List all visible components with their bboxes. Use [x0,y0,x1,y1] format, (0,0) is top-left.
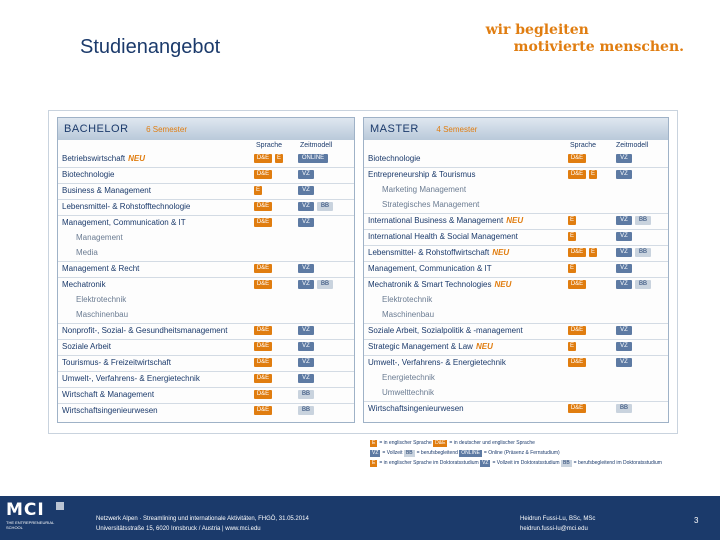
program-name [76,295,126,304]
slogan [486,22,684,56]
legend-badge: E [372,460,376,466]
program-badge: E [569,217,574,223]
program-badge: VZ [616,264,632,273]
program-badge: BB [317,202,333,211]
program-badge: D&E [568,170,586,179]
program-name [368,358,506,367]
program-name-text: Umwelttechnik [382,388,435,397]
program-name [76,233,123,242]
logo-tag-line-2: SCHOOL [6,525,23,530]
program-row [58,152,354,167]
master-subheader [364,140,668,152]
legend-line-1 [370,438,700,448]
program-name-text: Energietechnik [382,373,435,382]
program-name-text: Tourismus- & Freizeitwirtschaft [62,358,171,367]
logo-tag-line-1: THE ENTREPRENEURIAL [6,520,55,525]
footer-left [96,514,309,534]
program-name-text: Nonprofit-, Sozial- & Gesundheitsmanagement [62,326,228,335]
legend-text: = berufsbegleitend [416,450,458,456]
program-name-text: Mechatronik & Smart Technologies [368,280,492,289]
program-name [382,200,479,209]
legend-badge: BB [405,450,413,456]
footer-contact [520,514,595,534]
bachelor-rows [58,152,354,419]
program-badge: D&E [568,280,586,289]
program-name [368,154,420,163]
program-name-text: Biotechnologie [368,154,421,163]
program-badge: D&E [568,358,586,367]
program-name-text: Lebensmittel- & Rohstofftechnologie [62,202,191,211]
legend-badge: VZ [372,450,379,456]
slogan-line-2: motivierte menschen. [513,39,684,55]
program-sub-row [364,183,668,198]
program-badge: ONLINE [298,154,328,163]
program-name-text: Elektrotechnik [382,295,433,304]
new-badge: NEU [475,342,493,351]
program-badge: VZ [616,216,632,225]
legend-text: = in englischer Sprache im Doktoratsstudium [379,460,479,466]
program-row [58,403,354,419]
program-name [382,310,434,319]
program-name [382,373,435,382]
program-row [58,323,354,339]
master-header [364,118,668,140]
program-name-text: Management, Communication & IT [368,264,492,273]
program-name-text: Business & Management [62,186,151,195]
program-name-text: Biotechnologie [62,170,115,179]
program-badge: VZ [616,342,632,351]
legend-badge: D&E [435,440,446,446]
program-name [382,295,432,304]
legend-text: = berufsbegleitend im Doktoratsstudium [573,460,662,466]
program-badge: VZ [298,264,314,273]
program-name-text: Maschinenbau [382,310,435,319]
program-row [58,371,354,387]
program-badge: D&E [254,390,272,399]
program-name-text: Management, Communication & IT [62,218,186,227]
program-row [364,229,668,245]
program-badge: VZ [298,170,314,179]
program-name [62,358,171,367]
program-name-text: Wirtschaftsingenieurwesen [368,404,464,413]
program-badge: VZ [298,342,314,351]
legend [370,438,700,468]
program-row [58,355,354,371]
program-name-text: Maschinenbau [76,310,129,319]
program-badge: VZ [298,358,314,367]
bachelor-col-sprache: Sprache [256,142,283,149]
program-name [368,326,523,335]
program-name [382,185,466,194]
program-name-text: Soziale Arbeit [62,342,111,351]
program-sub-row [58,308,354,323]
program-badge: E [590,171,595,177]
program-badge: VZ [616,248,632,257]
program-name-text: Management [76,233,123,242]
legend-text: = Vollzeit im Doktoratsstudium [492,460,560,466]
program-name-text: Marketing Management [382,185,467,194]
master-semester: 4 Semester [436,125,478,134]
legend-text: = Vollzeit [382,450,403,456]
program-name-text: Wirtschaftsingenieurwesen [62,406,158,415]
program-name [62,390,154,399]
master-rows [364,152,668,417]
program-name [62,264,139,273]
program-badge: VZ [298,374,314,383]
program-badge: E [276,155,281,161]
program-row [364,167,668,183]
program-name-text: Strategic Management & Law [368,342,473,351]
program-badge: VZ [298,186,314,195]
legend-line-2 [370,448,700,458]
program-badge: E [569,343,574,349]
program-badge: VZ [616,326,632,335]
program-badge: BB [635,216,651,225]
program-name [62,218,186,227]
program-badge: BB [635,248,651,257]
master-col-sprache: Sprache [570,142,597,149]
program-badge: D&E [568,154,586,163]
legend-text: = in englischer Sprache [379,440,432,446]
program-name-text: Wirtschaft & Management [62,390,155,399]
program-badge: VZ [298,280,314,289]
footer-left-line-1: Netzwerk Alpen · Streamlining und internationale Aktivitäten, FHGÖ, 31.05.2014 [96,516,309,522]
program-badge: BB [298,406,314,415]
program-name [62,342,111,351]
footer-contact-email: heidrun.fussi-lu@mci.edu [520,526,588,532]
program-badge: VZ [298,326,314,335]
program-badge: D&E [568,404,586,413]
program-badge: VZ [616,358,632,367]
legend-text: = Online (Präsenz & Fernstudium) [483,450,560,456]
bachelor-column [57,117,355,423]
program-badge: D&E [254,342,272,351]
program-name-text: Umwelt-, Verfahrens- & Energietechnik [62,374,200,383]
program-name [62,170,114,179]
program-sub-row [364,371,668,386]
legend-badge: BB [562,460,570,466]
program-name-text: International Business & Management [368,216,504,225]
program-row [364,277,668,293]
program-badge: VZ [616,154,632,163]
program-name [368,170,475,179]
bachelor-subheader [58,140,354,152]
bachelor-title: BACHELOR [64,123,129,135]
program-name [368,264,492,273]
legend-text: = in deutscher und englischer Sprache [449,440,535,446]
program-name [368,342,493,351]
legend-badge: E [372,440,376,446]
program-row [58,199,354,215]
program-name [76,248,98,257]
program-name-text: International Health & Social Management [368,232,518,241]
slogan-line-1: wir begleiten [485,22,589,38]
mci-logo [6,500,70,530]
program-badge: BB [616,404,632,413]
logo-square-icon [56,502,64,510]
program-name [382,388,434,397]
program-name [62,374,200,383]
program-sub-row [58,293,354,308]
program-name [62,326,227,335]
program-row [58,183,354,199]
program-badge: D&E [254,280,272,289]
program-row [58,167,354,183]
new-badge: NEU [128,154,146,163]
program-sub-row [364,198,668,213]
master-title: MASTER [370,123,419,135]
footer [0,496,720,540]
program-name [76,310,128,319]
program-name [62,186,151,195]
program-row [364,261,668,277]
program-name [368,280,511,289]
program-name [368,232,518,241]
program-name [368,216,523,225]
program-sub-row [364,308,668,323]
program-badge: BB [298,390,314,399]
legend-badge: ONLINE [461,450,480,456]
program-name-text: Elektrotechnik [76,295,127,304]
program-badge: D&E [254,218,272,227]
program-name [62,154,145,163]
program-badge: D&E [254,374,272,383]
program-name [62,406,158,415]
new-badge: NEU [494,280,512,289]
program-row [58,215,354,231]
program-row [364,213,668,229]
program-badge: E [569,233,574,239]
program-row [364,152,668,167]
program-name-text: Strategisches Management [382,200,480,209]
program-name [62,280,106,289]
program-badge: VZ [616,232,632,241]
page-number: 3 [694,516,699,525]
program-name-text: Media [76,248,98,257]
program-name [62,202,190,211]
program-badge: D&E [568,248,586,257]
program-badge: E [590,249,595,255]
program-name-text: Lebensmittel- & Rohstoffwirtschaft [368,248,490,257]
program-name-text: Umwelt-, Verfahrens- & Energietechnik [368,358,506,367]
program-badge: VZ [298,202,314,211]
legend-badge: VZ [482,460,489,466]
program-badge: D&E [568,326,586,335]
program-badge: D&E [254,202,272,211]
program-name-text: Mechatronik [62,280,106,289]
program-badge: D&E [254,358,272,367]
master-col-zeitmodell: Zeitmodell [616,142,649,149]
program-panel [48,110,678,434]
new-badge: NEU [506,216,524,225]
program-badge: E [569,265,574,271]
legend-line-3 [370,458,700,468]
program-name-text: Betriebswirtschaft [62,154,126,163]
program-sub-row [58,246,354,261]
program-row [58,339,354,355]
bachelor-col-zeitmodell: Zeitmodell [300,142,333,149]
program-badge: VZ [298,218,314,227]
program-name-text: Management & Recht [62,264,140,273]
page-title: Studienangebot [80,36,221,58]
program-sub-row [364,386,668,401]
program-row [364,245,668,261]
program-badge: BB [317,280,333,289]
program-name-text: Entrepreneurship & Tourismus [368,170,476,179]
program-row [58,261,354,277]
program-badge: BB [635,280,651,289]
bachelor-header [58,118,354,140]
logo-text: MCI [6,500,45,520]
program-row [364,339,668,355]
program-badge: E [255,187,260,193]
program-badge: D&E [254,170,272,179]
program-badge: D&E [254,154,272,163]
program-badge: D&E [254,406,272,415]
program-sub-row [364,293,668,308]
program-badge: VZ [616,280,632,289]
program-name [368,404,464,413]
program-row [364,401,668,417]
program-row [364,355,668,371]
footer-left-line-2: Universitätsstraße 15, 6020 Innsbruck / Austria | www.mci.edu [96,526,261,532]
program-name [368,248,509,257]
program-row [58,277,354,293]
program-badge: D&E [254,326,272,335]
program-badge: D&E [254,264,272,273]
program-row [364,323,668,339]
program-badge: VZ [616,170,632,179]
bachelor-semester: 6 Semester [146,125,187,134]
program-row [58,387,354,403]
footer-contact-name: Heidrun Fussi-Lu, BSc, MSc [520,516,596,522]
new-badge: NEU [492,248,510,257]
program-name-text: Soziale Arbeit, Sozialpolitik & -management [368,326,523,335]
program-sub-row [58,231,354,246]
master-column [363,117,669,423]
